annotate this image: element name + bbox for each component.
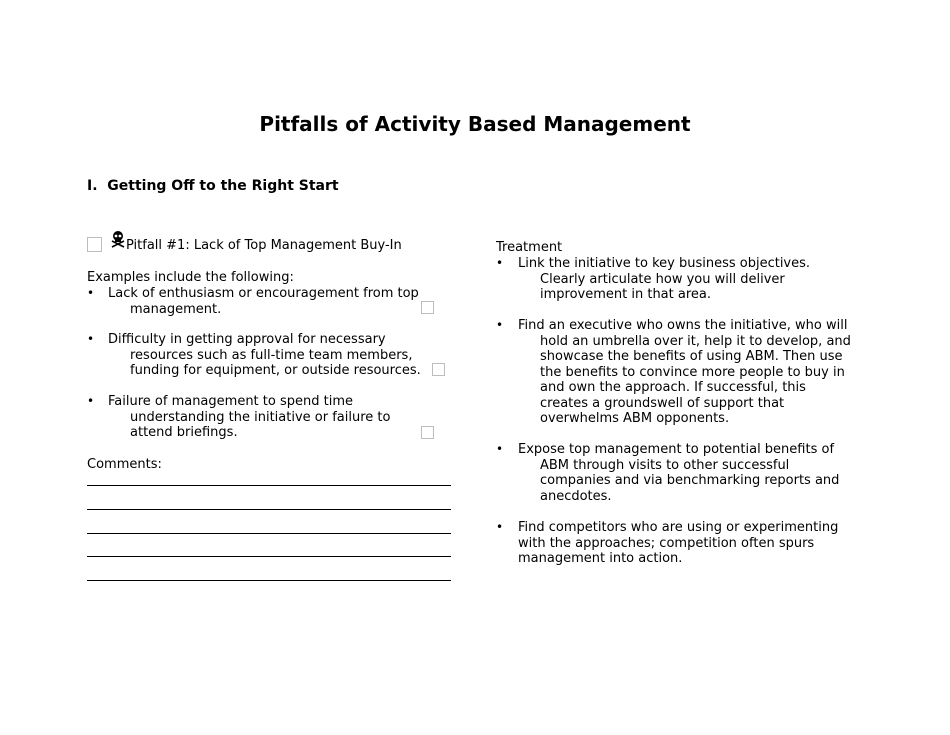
treatment-line: Expose top management to potential benefits of [518, 442, 835, 457]
pitfall-checkbox[interactable] [87, 237, 102, 252]
treatment-item [496, 520, 503, 536]
treatment-line: overwhelms ABM opponents. [540, 411, 730, 426]
treatment-line: anecdotes. [540, 488, 612, 504]
example-line: Difficulty in getting approval for necessary [108, 332, 386, 347]
example-line: management. [130, 301, 222, 317]
example-item [87, 286, 94, 302]
treatment-text [518, 442, 839, 504]
comments-label: Comments: [87, 457, 162, 472]
comment-line[interactable] [87, 485, 451, 486]
treatment-line: Clearly articulate how you will deliver [540, 271, 785, 287]
treatment-text [518, 520, 838, 567]
treatment-line: with the approaches; competition often spurs [518, 535, 815, 551]
treatment-line: hold an umbrella over it, help it to develop, and [540, 333, 851, 349]
treatment-line: the benefits to convince more people to buy in [540, 364, 845, 380]
treatment-line: Find an executive who owns the initiative, who will [518, 318, 848, 333]
treatment-line: ABM through visits to other successful [540, 457, 790, 473]
treatment-line: Find competitors who are using or experimenting [518, 520, 839, 535]
skull-crossbones-icon [110, 230, 126, 248]
example-text [108, 286, 419, 317]
bullet: • [87, 394, 95, 408]
bullet: • [496, 256, 504, 270]
bullet: • [496, 318, 504, 332]
example-line: resources such as full-time team members, [130, 347, 413, 363]
treatment-item [496, 318, 503, 334]
treatment-line: Link the initiative to key business objectives. [518, 256, 811, 271]
example-line: understanding the initiative or failure to [130, 409, 391, 425]
example-line: funding for equipment, or outside resources. [130, 363, 421, 378]
bullet: • [496, 520, 504, 534]
treatment-text [518, 256, 810, 303]
example-checkbox[interactable] [421, 426, 434, 439]
bullet: • [496, 442, 504, 456]
example-line: Failure of management to spend time [108, 394, 353, 409]
treatment-item [496, 442, 503, 458]
comment-line[interactable] [87, 556, 451, 557]
treatment-item [496, 256, 503, 272]
treatment-line: showcase the benefits of using ABM. Then use [540, 349, 843, 364]
example-text [108, 332, 421, 379]
treatment-line: and own the approach. If successful, this [540, 380, 806, 395]
treatment-line: improvement in that area. [540, 287, 711, 302]
example-line: Lack of enthusiasm or encouragement from top [108, 286, 419, 301]
section-heading: I. Getting Off to the Right Start [87, 178, 339, 194]
example-line: attend briefings. [130, 425, 238, 440]
comment-line[interactable] [87, 509, 451, 510]
pitfall-label: Pitfall #1: Lack of Top Management Buy-In [126, 238, 402, 253]
example-text [108, 394, 390, 441]
bullet: • [87, 286, 95, 300]
bullet: • [87, 332, 95, 346]
treatment-line: creates a groundswell of support that [540, 395, 785, 411]
treatment-line: companies and via benchmarking reports and [540, 473, 840, 488]
page-title: Pitfalls of Activity Based Management [259, 112, 691, 136]
comment-line[interactable] [87, 580, 451, 581]
treatment-text [518, 318, 851, 427]
treatment-line: management into action. [518, 551, 683, 566]
examples-intro: Examples include the following: [87, 270, 294, 285]
treatment-heading: Treatment [496, 240, 563, 255]
example-checkbox[interactable] [432, 363, 445, 376]
comment-line[interactable] [87, 533, 451, 534]
example-item [87, 394, 94, 410]
example-checkbox[interactable] [421, 301, 434, 314]
example-item [87, 332, 94, 348]
